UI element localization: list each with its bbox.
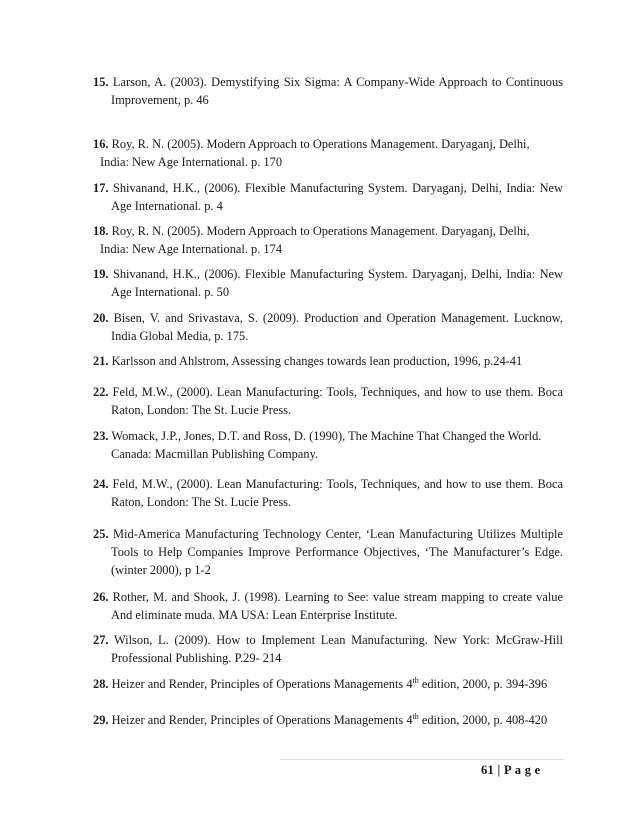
reference-text: India: New Age International. p. 170	[100, 155, 283, 169]
reference-text: Canada: Macmillan Publishing Company.	[111, 447, 319, 461]
reference-text: Shivanand, H.K., (2006). Flexible Manufacturing System. Daryaganj, Delhi, India: New	[112, 267, 563, 281]
page-label: P a g e	[504, 763, 541, 777]
reference-number: 22.	[93, 385, 109, 399]
reference-text: edition, 2000, p. 394-396	[418, 677, 548, 691]
reference-number: 24.	[93, 477, 109, 491]
reference-text: Roy, R. N. (2005). Modern Approach to Operations Management. Daryaganj, Delhi,	[111, 224, 530, 238]
reference-number: 26.	[93, 590, 109, 604]
reference-number: 18.	[93, 224, 109, 238]
reference-text: Age International. p. 50	[111, 285, 230, 299]
reference-29	[93, 711, 563, 729]
ordinal-suffix: th	[412, 712, 419, 721]
reference-22	[93, 383, 563, 419]
reference-number: 21.	[93, 354, 109, 368]
reference-text: Feld, M.W., (2000). Lean Manufacturing: Tools, Techniques, and how to use them. Boca	[112, 477, 563, 491]
page-number: 61	[481, 763, 495, 777]
reference-text: Larson, A. (2003). Demystifying Six Sigma: A Company-Wide Approach to Continuous	[112, 75, 563, 89]
reference-text: Tools to Help Companies Improve Performance Objectives, ‘The Manufacturer’s Edge.	[111, 545, 563, 559]
reference-28	[93, 675, 563, 693]
reference-text: Raton, London: The St. Lucie Press.	[111, 403, 292, 417]
reference-text: Age International. p. 4	[111, 199, 223, 213]
reference-15	[93, 73, 563, 109]
reference-text: India: New Age International. p. 174	[100, 242, 283, 256]
reference-number: 27.	[93, 633, 109, 647]
reference-text: Mid-America Manufacturing Technology Center, ‘Lean Manufacturing Utilizes Multiple	[113, 527, 563, 541]
reference-text: Professional Publishing. P.29- 214	[111, 651, 282, 665]
reference-number: 20.	[93, 311, 109, 325]
reference-number: 25.	[93, 527, 109, 541]
reference-text: edition, 2000, p. 408-420	[418, 713, 548, 727]
reference-text: Raton, London: The St. Lucie Press.	[111, 495, 292, 509]
reference-21	[93, 352, 563, 370]
reference-27	[93, 631, 563, 667]
footer-separator: |	[497, 763, 501, 777]
reference-16	[93, 135, 563, 171]
reference-number: 17.	[93, 181, 109, 195]
reference-text: Roy, R. N. (2005). Modern Approach to Operations Management. Daryaganj, Delhi,	[111, 137, 530, 151]
reference-number: 16.	[93, 137, 109, 151]
reference-number: 19.	[93, 267, 109, 281]
reference-text: Wilson, L. (2009). How to Implement Lean Manufacturing. New York: McGraw-Hill	[113, 633, 563, 647]
reference-text: And eliminate muda. MA USA: Lean Enterprise Institute.	[111, 608, 398, 622]
page-footer	[481, 763, 541, 778]
reference-26	[93, 588, 563, 624]
reference-text: Shivanand, H.K., (2006). Flexible Manufacturing System. Daryaganj, Delhi, India: New	[112, 181, 563, 195]
reference-text: Bisen, V. and Srivastava, S. (2009). Production and Operation Management. Lucknow,	[113, 311, 563, 325]
reference-18	[93, 222, 563, 258]
reference-25	[93, 525, 563, 579]
ordinal-suffix: th	[412, 676, 419, 685]
reference-number: 29.	[93, 713, 109, 727]
reference-17	[93, 179, 563, 215]
reference-text: Womack, J.P., Jones, D.T. and Ross, D. (1990), The Machine That Changed the World.	[111, 429, 542, 443]
reference-23	[93, 427, 563, 463]
reference-number: 23.	[93, 429, 109, 443]
reference-text: Karlsson and Ahlstrom, Assessing changes towards lean production, 1996, p.24-41	[111, 354, 523, 368]
reference-text: Feld, M.W., (2000). Lean Manufacturing: Tools, Techniques, and how to use them. Boca	[112, 385, 563, 399]
reference-24	[93, 475, 563, 511]
reference-number: 15.	[93, 75, 109, 89]
footer-divider	[280, 759, 564, 760]
reference-text: India Global Media, p. 175.	[111, 329, 249, 343]
reference-text: Heizer and Render, Principles of Operations Managements 4	[111, 713, 413, 727]
reference-number: 28.	[93, 677, 109, 691]
reference-text: Improvement, p. 46	[111, 93, 209, 107]
reference-19	[93, 265, 563, 301]
reference-text: (winter 2000), p 1-2	[111, 563, 211, 577]
reference-text: Heizer and Render, Principles of Operations Managements 4	[111, 677, 413, 691]
reference-20	[93, 309, 563, 345]
reference-text: Rother, M. and Shook, J. (1998). Learning to See: value stream mapping to create value	[112, 590, 564, 604]
